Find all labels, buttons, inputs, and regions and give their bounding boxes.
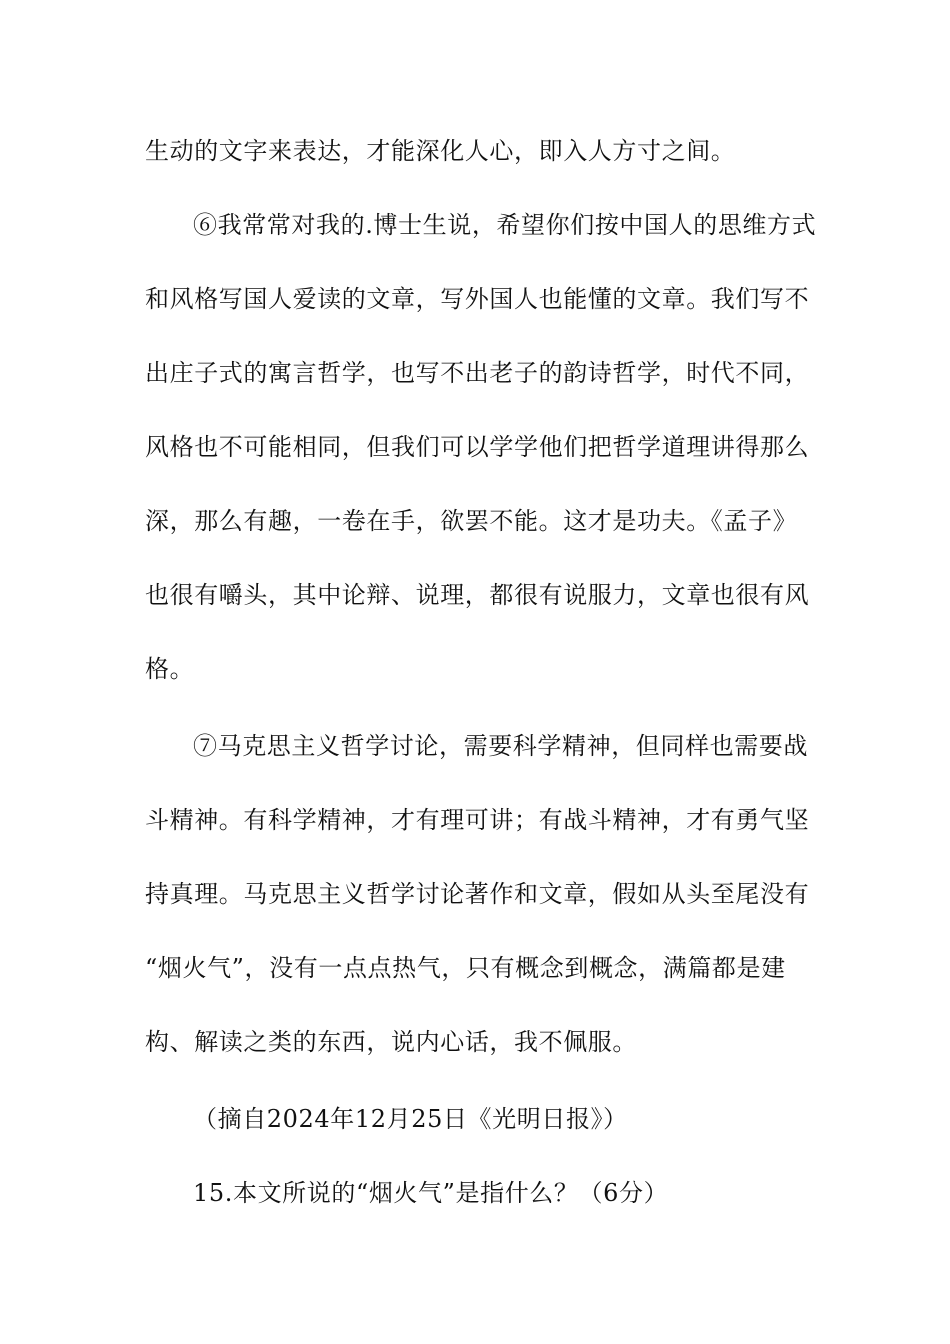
paragraph-7-line: ⑦马克思主义哲学讨论，需要科学精神，但同样也需要战 [193, 732, 808, 760]
text-line: 深，那么有趣，一卷在手，欲罢不能。这才是功夫。《孟子》 [145, 507, 798, 535]
source-citation: （摘自2024年12月25日《光明日报》） [193, 1105, 628, 1133]
text-line: 和风格写国人爱读的文章，写外国人也能懂的文章。我们写不 [145, 285, 810, 313]
text-line: 格。 [145, 655, 195, 683]
text-line: 构、解读之类的东西，说内心话，我不佩服。 [145, 1028, 637, 1056]
text-line: 生动的文字来表达，才能深化人心，即入人方寸之间。 [145, 137, 736, 165]
paragraph-6-line: ⑥我常常对我的.博士生说，希望你们按中国人的思维方式 [193, 211, 817, 239]
text-line: “烟火气”，没有一点点热气，只有概念到概念，满篇都是建 [145, 954, 786, 982]
text-line: 出庄子式的寓言哲学，也写不出老子的韵诗哲学，时代不同， [145, 359, 810, 387]
text-line: 斗精神。有科学精神，才有理可讲；有战斗精神，才有勇气坚 [145, 806, 810, 834]
question-15: 15.本文所说的“烟火气”是指什么？（6分） [193, 1179, 669, 1207]
text-line: 风格也不可能相同，但我们可以学学他们把哲学道理讲得那么 [145, 433, 810, 461]
text-line: 也很有嚼头，其中论辩、说理，都很有说服力，文章也很有风 [145, 581, 810, 609]
text-line: 持真理。马克思主义哲学讨论著作和文章，假如从头至尾没有 [145, 880, 810, 908]
